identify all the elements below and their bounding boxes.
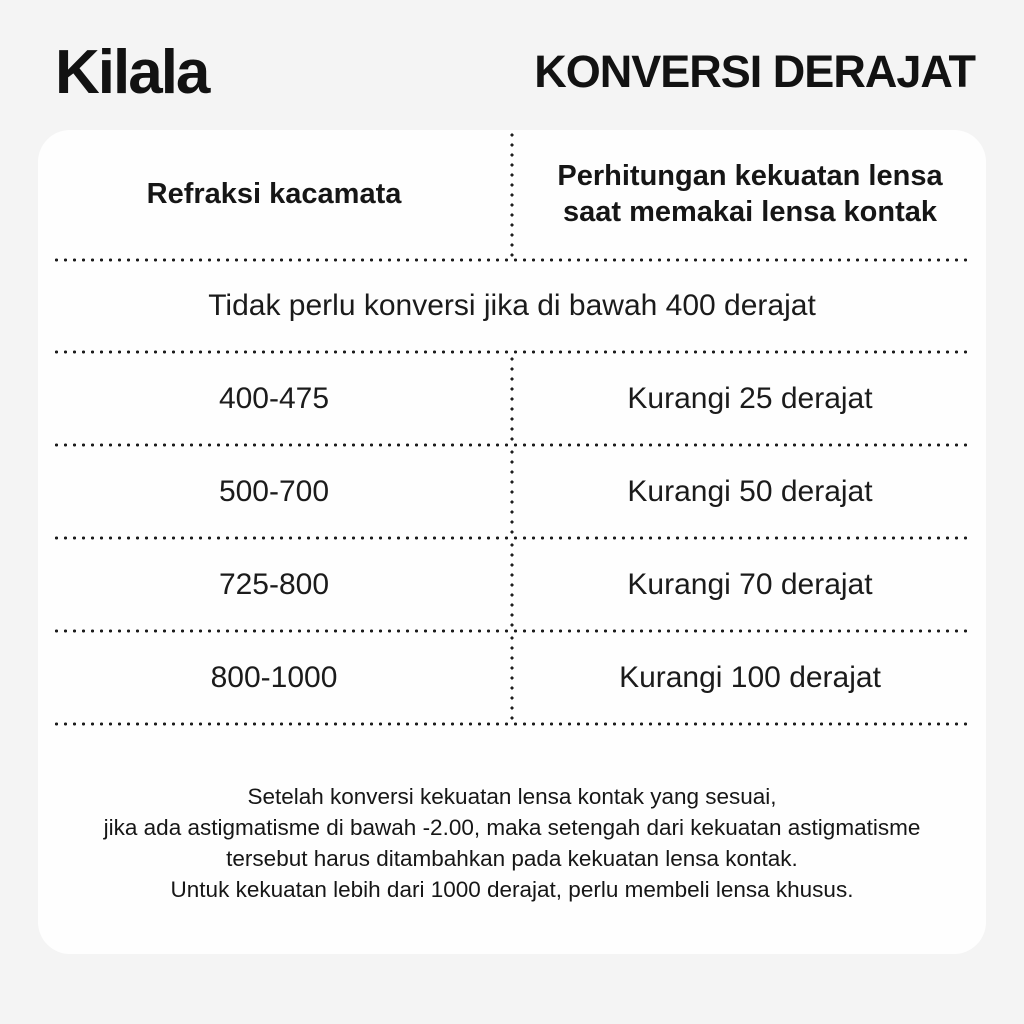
refraksi-value: 725-800 (218, 567, 330, 601)
column-header-refraksi: Refraksi kacamata (146, 178, 402, 210)
table-note-row (38, 262, 986, 350)
no-conversion-note: Tidak perlu konversi jika di bawah 400 derajat (208, 289, 816, 322)
top-bar (0, 0, 1024, 110)
kilala-logo: Kilala (55, 37, 209, 107)
table-row (38, 540, 986, 629)
footer-note-line-3: tersebut harus ditambahkan pada kekuatan lensa kontak. (226, 846, 798, 871)
refraksi-value: 400-475 (218, 381, 330, 415)
page-title: KONVERSI DERAJAT (534, 46, 975, 97)
table-row (38, 354, 986, 443)
konversi-value: Kurangi 100 derajat (619, 660, 881, 694)
footer-note-line-4: Untuk kekuatan lebih dari 1000 derajat, perlu membeli lensa khusus. (170, 877, 854, 902)
column-header-perhitungan (514, 158, 986, 230)
konversi-value: Kurangi 50 derajat (627, 474, 873, 508)
konversi-value: Kurangi 70 derajat (627, 567, 873, 601)
footer-note-line-1: Setelah konversi kekuatan lensa kontak yang sesuai, (247, 784, 777, 809)
refraksi-value: 500-700 (218, 474, 330, 508)
footer-note-line-2: jika ada astigmatisme di bawah -2.00, maka setengah dari kekuatan astigmatisme (103, 815, 921, 840)
footer-note (38, 726, 986, 954)
table-row (38, 447, 986, 536)
konversi-value: Kurangi 25 derajat (627, 381, 873, 415)
table-row (38, 633, 986, 722)
column-header-line-2: saat memakai lensa kontak (563, 196, 937, 228)
column-header-line-1: Perhitungan kekuatan lensa (557, 160, 943, 192)
table-header-row (38, 130, 986, 258)
refraksi-value: 800-1000 (210, 660, 338, 694)
conversion-table-card (38, 130, 986, 954)
